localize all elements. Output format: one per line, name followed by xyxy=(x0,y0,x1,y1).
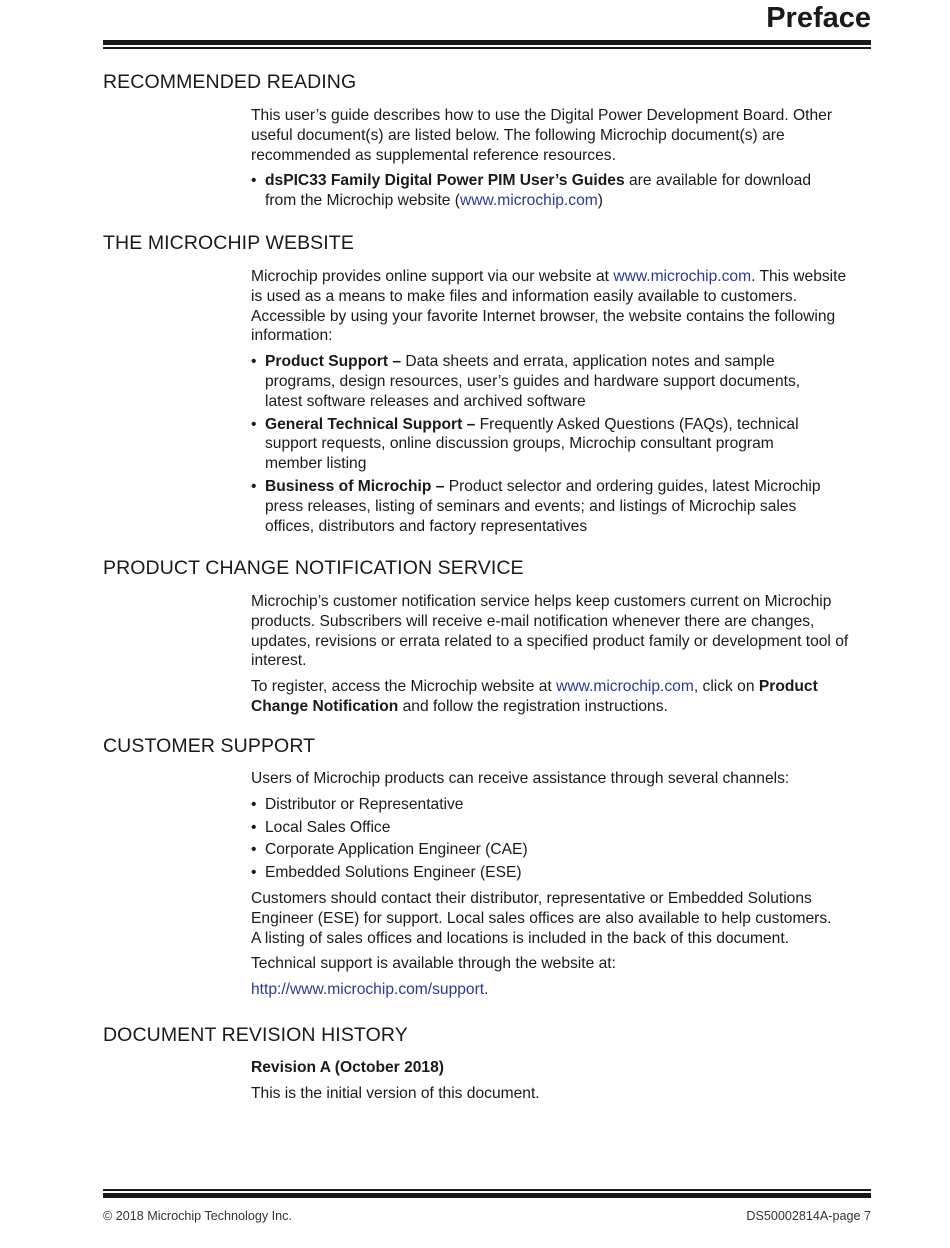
text-line: Accessible by using your favorite Internet browser, the website contains the following xyxy=(251,307,836,325)
support-text: Technical support is available through the website at: xyxy=(251,955,616,973)
recommended-reading-intro xyxy=(251,106,876,165)
pcn-bold: Product xyxy=(758,678,818,696)
section-heading-recommended-reading: RECOMMENDED READING xyxy=(103,71,357,93)
header-rule-thin xyxy=(103,47,871,49)
footer-page-id: DS50002814A-page 7 xyxy=(746,1209,871,1223)
website-intro xyxy=(251,267,876,346)
bullet-text: Frequently Asked Questions (FAQs), technical xyxy=(475,415,799,433)
bullet-bold: General Technical Support – xyxy=(265,415,476,433)
list-item xyxy=(251,352,876,411)
customer-support-intro: Users of Microchip products can receive assistance through several channels: xyxy=(251,770,790,787)
text-line: updates, revisions or errata related to a specified product family or development tool of xyxy=(251,632,849,650)
text-line: A listing of sales offices and locations is included in the back of this document. xyxy=(251,929,790,947)
pcn-paragraph xyxy=(251,592,876,671)
header-rule-thick xyxy=(103,40,871,45)
bullet-bold: Product Support – xyxy=(265,353,402,371)
footer-copyright: © 2018 Microchip Technology Inc. xyxy=(103,1209,292,1223)
text-line: products. Subscribers will receive e-mail notification whenever there are changes, xyxy=(251,612,815,630)
section-heading-pcn: PRODUCT CHANGE NOTIFICATION SERVICE xyxy=(103,557,524,579)
list-item: • Distributor or Representative xyxy=(251,795,876,815)
list-item xyxy=(251,171,876,211)
bullet-text: programs, design resources, user’s guides and hardware support documents, xyxy=(265,372,801,390)
bullet-text: support requests, online discussion groups, Microchip consultant program xyxy=(265,435,774,453)
text-line: Microchip’s customer notification service helps keep customers current on Microchip xyxy=(251,593,832,610)
revision-title: Revision A (October 2018) xyxy=(251,1059,444,1076)
footer-rule-thick xyxy=(103,1193,871,1198)
text-line: information: xyxy=(251,327,333,345)
list-item: • Local Sales Office xyxy=(251,818,876,838)
bullet-text: ) xyxy=(597,192,603,210)
list-item xyxy=(251,415,876,474)
microchip-website-link[interactable]: www.microchip.com xyxy=(459,192,598,210)
bullet-text: Product selector and ordering guides, latest Microchip xyxy=(444,477,821,495)
section-heading-website: THE MICROCHIP WEBSITE xyxy=(103,232,354,254)
text-line: To register, access the Microchip website at xyxy=(251,678,557,696)
microchip-website-link[interactable]: www.microchip.com xyxy=(613,268,752,285)
bullet-bold: Business of Microchip – xyxy=(265,477,445,495)
text-line: interest. xyxy=(251,652,307,670)
bullet-text: from the Microchip website ( xyxy=(265,192,460,210)
text-line: , click on xyxy=(693,678,759,696)
bullet-text: are available for download xyxy=(624,172,812,190)
recommended-reading-body xyxy=(251,106,876,211)
text-line: . This website xyxy=(751,268,847,285)
footer-rule-thin xyxy=(103,1189,871,1191)
revision-history-body xyxy=(251,1058,876,1104)
pcn-register-paragraph xyxy=(251,677,876,717)
customer-support-paragraph xyxy=(251,889,876,948)
microchip-website-link[interactable]: www.microchip.com xyxy=(556,678,694,696)
text-line: This user’s guide describes how to use the Digital Power Development Board. Other xyxy=(251,107,833,124)
pcn-body xyxy=(251,592,876,717)
bullet-text: press releases, listing of seminars and events; and listings of Microchip sales xyxy=(265,497,797,515)
pcn-bold: Change Notification xyxy=(251,697,399,715)
list-item: • Corporate Application Engineer (CAE) xyxy=(251,840,876,860)
bullet-text: latest software releases and archived software xyxy=(265,392,586,410)
list-item: • Embedded Solutions Engineer (ESE) xyxy=(251,863,876,883)
text-line: . xyxy=(484,981,489,999)
text-line: Microchip provides online support via our website at xyxy=(251,268,614,285)
customer-support-body xyxy=(251,769,876,1000)
text-line: Engineer (ESE) for support. Local sales offices are also available to help customers. xyxy=(251,909,832,927)
section-heading-revision-history: DOCUMENT REVISION HISTORY xyxy=(103,1024,408,1046)
support-link-line xyxy=(251,980,876,1000)
bullet-text: offices, distributors and factory representatives xyxy=(265,517,588,535)
page-title: Preface xyxy=(766,2,871,34)
text-line: is used as a means to make files and information easily available to customers. xyxy=(251,287,798,305)
section-heading-customer-support: CUSTOMER SUPPORT xyxy=(103,735,316,757)
support-link[interactable]: http://www.microchip.com/support xyxy=(251,981,485,999)
list-item xyxy=(251,477,876,536)
website-body xyxy=(251,267,876,536)
text-line: Customers should contact their distributor, representative or Embedded Solutions xyxy=(251,889,812,907)
text-line: useful document(s) are listed below. The following Microchip document(s) are xyxy=(251,126,785,144)
bullet-bold: dsPIC33 Family Digital Power PIM User’s Guides xyxy=(265,172,625,190)
text-line: and follow the registration instructions. xyxy=(398,697,668,715)
bullet-text: Data sheets and errata, application notes and sample xyxy=(401,353,775,371)
text-line: recommended as supplemental reference resources. xyxy=(251,146,616,164)
bullet-text: member listing xyxy=(265,455,367,473)
revision-text: This is the initial version of this document. xyxy=(251,1084,540,1102)
